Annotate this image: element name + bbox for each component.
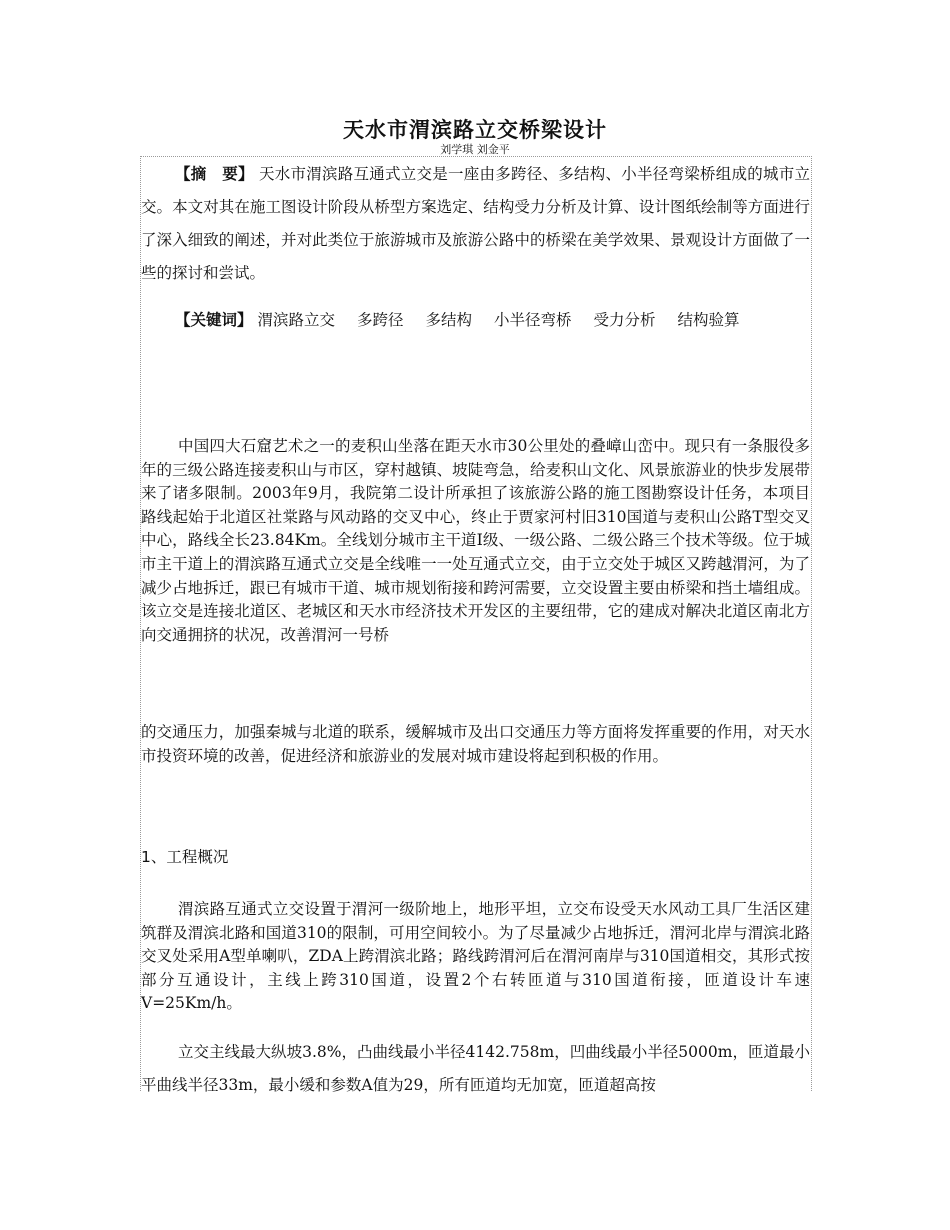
body-paragraph-3: 渭滨路互通式立交设置于渭河一级阶地上，地形平坦，立交布设受天水风动工具厂生活区建筑群及渭滨北路和国道310的限制，可用空间较小。为了尽量减少占地拆迁，渭河北岸与渭滨北路交叉处采用A型单喇叭，ZDA上跨渭滨北路；路线跨渭河后在渭河南岸与310国道相交，其形式按部分互通设计，主线上跨310国道，设置2个右转匝道与310国道衔接，匝道设计车速V=25Km/h。 — [141, 900, 810, 1013]
abstract-text: 天水市渭滨路互通式立交是一座由多跨径、多结构、小半径弯梁桥组成的城市立交。本文对其在施工图设计阶段从桥型方案选定、结构受力分析及计算、设计图纸绘制等方面进行了深入细致的阐述，并对此类位于旅游城市及旅游公路中的桥梁在美学效果、景观设计方面做了一些的探讨和尝试。 — [141, 165, 810, 282]
body-paragraph-2: 的交通压力，加强秦城与北道的联系，缓解城市及出口交通压力等方面将发挥重要的作用，对天水市投资环境的改善，促进经济和旅游业的发展对城市建设将起到积极的作用。 — [141, 723, 810, 765]
abstract-label: 【摘 要】 — [175, 165, 254, 183]
keyword-item: 受力分析 — [593, 311, 656, 329]
section-heading: 1、工程概况 — [141, 848, 229, 866]
paper-title: 天水市渭滨路立交桥梁设计 — [343, 118, 607, 142]
body-paragraph-4: 立交主线最大纵坡3.8%，凸曲线最小半径4142.758m，凹曲线最小半径5000m，匝道最小平曲线半径33m，最小缓和参数A值为29，所有匝道均无加宽，匝道超高按 — [141, 1043, 810, 1094]
keyword-item: 多结构 — [425, 311, 472, 329]
keyword-item: 渭滨路立交 — [257, 311, 335, 329]
keywords-label: 【关键词】 — [175, 311, 253, 329]
abstract-paragraph — [141, 158, 810, 290]
keyword-item: 小半径弯桥 — [494, 311, 572, 329]
keyword-item: 结构验算 — [677, 311, 740, 329]
body-paragraph-1: 中国四大石窟艺术之一的麦积山坐落在距天水市30公里处的叠嶂山峦中。现只有一条服役多年的三级公路连接麦积山与市区，穿村越镇、坡陡弯急，给麦积山文化、风景旅游业的快步发展带来了诸多限制。2003年9月，我院第二设计所承担了该旅游公路的施工图勘察设计任务，本项目路线起始于北道区社棠路与风动路的交叉中心，终止于贾家河村旧310国道与麦积山公路T型交叉中心，路线全长23.84Km。全线划分城市主干道Ⅰ级、一级公路、二级公路三个技术等级。位于城市主干道上的渭滨路互通式立交是全线唯一一处互通式立交，由于立交处于城区又跨越渭河，为了减少占地拆迁，跟已有城市干道、城市规划衔接和跨河需要，立交设置主要由桥梁和挡土墙组成。该立交是连接北道区、老城区和天水市经济技术开发区的主要纽带，它的建成对解决北道区南北方向交通拥挤的状况，改善渭河一号桥 — [141, 437, 810, 644]
paper-authors: 刘学琪 刘金平 — [440, 143, 510, 156]
keyword-item: 多跨径 — [356, 311, 404, 329]
keywords-paragraph — [141, 304, 810, 337]
